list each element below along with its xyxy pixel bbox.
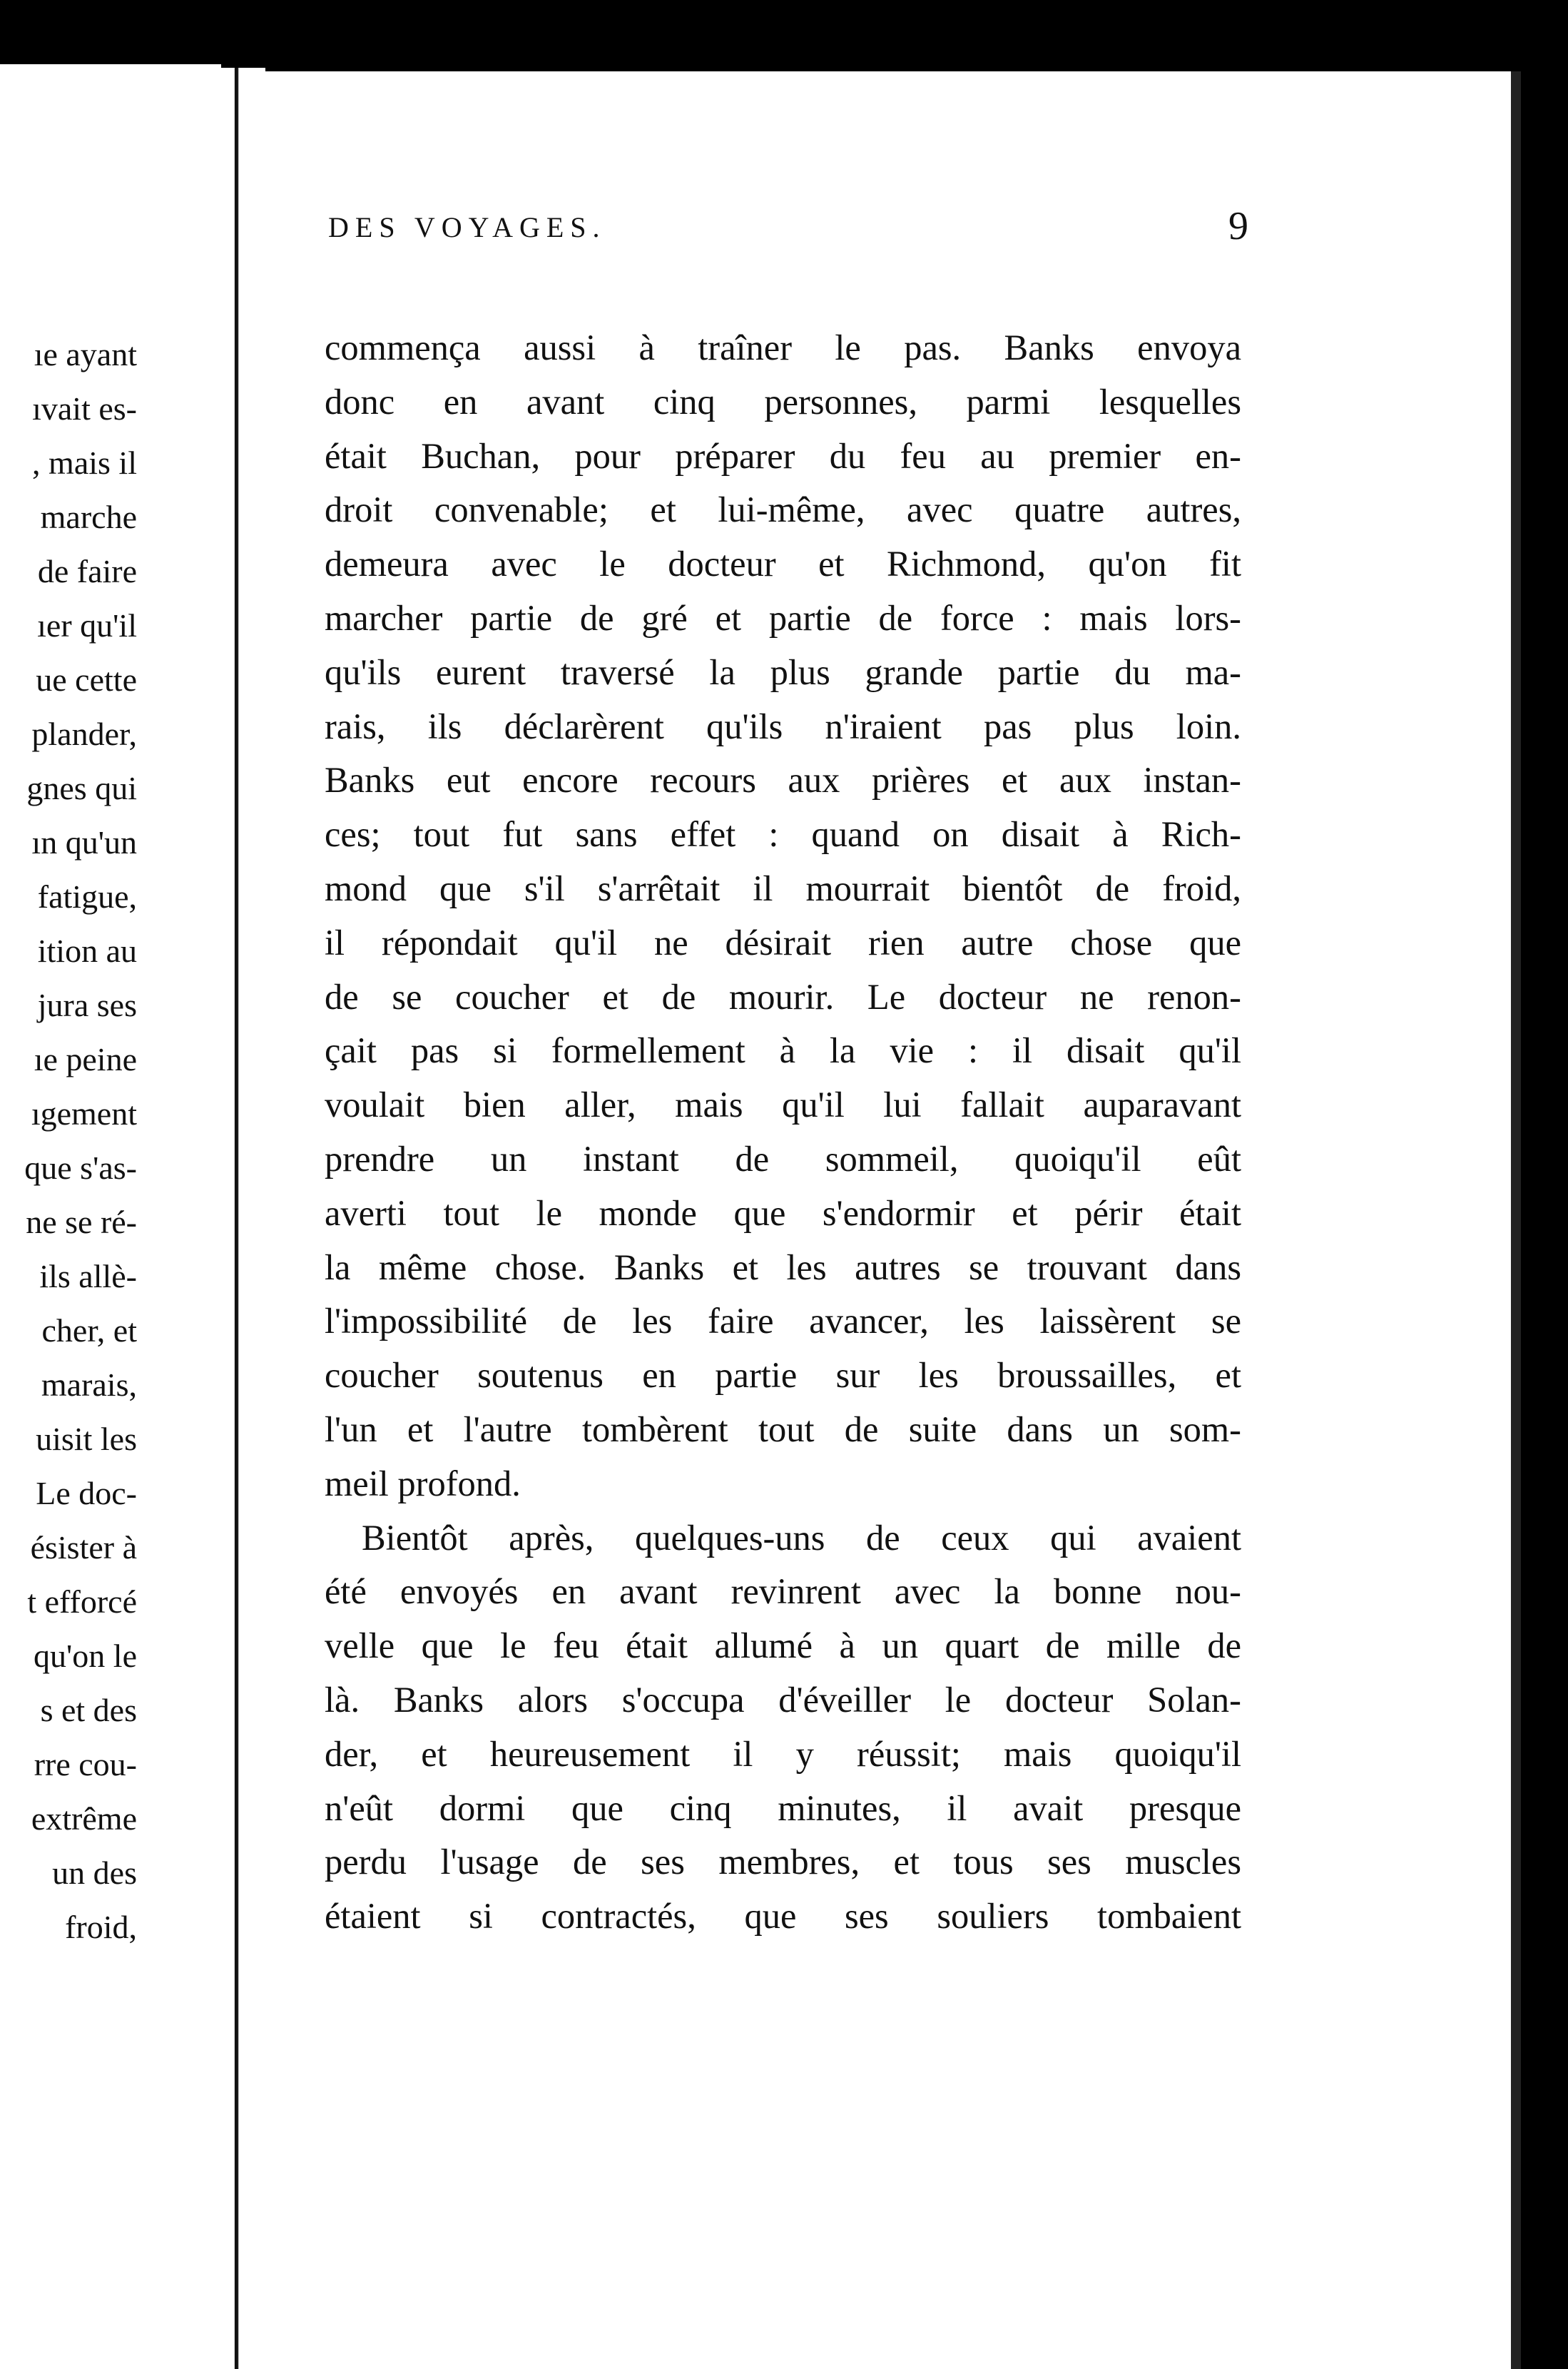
text-line: là. Banks alors s'occupa d'éveiller le docteur Solan- xyxy=(325,1679,1241,1720)
text-line: çait pas si formellement à la vie : il disait qu'il xyxy=(325,1030,1241,1071)
left-page-fragment xyxy=(0,64,221,2369)
left-text-line: qu'on le xyxy=(34,1638,137,1674)
left-text-line: uisit les xyxy=(36,1421,137,1457)
text-line: n'eût dormi que cinq minutes, il avait presque xyxy=(325,1787,1241,1828)
text-line: ces; tout fut sans effet : quand on disait à Rich- xyxy=(325,814,1241,855)
left-text-line: Le doc- xyxy=(36,1475,137,1511)
text-line: demeura avec le docteur et Richmond, qu'on fit xyxy=(325,544,1241,584)
left-text-line: ue cette xyxy=(36,661,137,698)
left-text-line: s et des xyxy=(40,1692,137,1728)
text-line: été envoyés en avant revinrent avec la bonne nou- xyxy=(325,1571,1241,1612)
left-text-line: que s'as- xyxy=(24,1150,137,1186)
text-line: voulait bien aller, mais qu'il lui fallait auparavant xyxy=(325,1085,1241,1125)
left-text-line: un des xyxy=(52,1855,137,1891)
left-text-line: plander, xyxy=(31,716,137,752)
text-line: der, et heureusement il y réussit; mais quoiqu'il xyxy=(325,1733,1241,1774)
left-text-line: , mais il xyxy=(32,445,137,481)
running-head: DES VOYAGES. xyxy=(328,211,606,243)
left-text-line: marais, xyxy=(41,1366,137,1403)
text-line: Banks eut encore recours aux prières et aux instan- xyxy=(325,760,1241,801)
page-number: 9 xyxy=(1228,204,1248,248)
text-line: averti tout le monde que s'endormir et périr était xyxy=(325,1192,1241,1233)
body-text xyxy=(325,321,1241,1944)
left-text-line: fatigue, xyxy=(37,878,137,915)
left-text-line: ils allè- xyxy=(39,1258,137,1294)
text-line: étaient si contractés, que ses souliers tombaient xyxy=(325,1896,1241,1937)
left-text-line: ıer qu'il xyxy=(37,607,137,644)
text-line: rais, ils déclarèrent qu'ils n'iraient pas plus loin. xyxy=(325,706,1241,746)
left-text-line: de faire xyxy=(37,553,137,589)
left-text-line: cher, et xyxy=(41,1312,137,1349)
left-text-line: marche xyxy=(40,499,137,535)
left-text-line: froid, xyxy=(65,1909,137,1945)
text-line: prendre un instant de sommeil, quoiqu'il eût xyxy=(325,1138,1241,1179)
text-line: commença aussi à traîner le pas. Banks envoya xyxy=(325,328,1241,367)
left-text-line: t efforcé xyxy=(27,1583,137,1620)
text-line: velle que le feu était allumé à un quart de mille de xyxy=(325,1625,1241,1666)
text-line: la même chose. Banks et les autres se trouvant dans xyxy=(325,1247,1241,1287)
text-line: marcher partie de gré et partie de force : mais lors- xyxy=(325,597,1241,638)
left-text-line: ition au xyxy=(37,933,137,969)
text-line: coucher soutenus en partie sur les broussailles, et xyxy=(325,1355,1241,1396)
left-text-line: rre cou- xyxy=(34,1746,137,1782)
left-text-line: ıvait es- xyxy=(32,390,137,427)
left-text-line: extrême xyxy=(31,1800,137,1837)
text-line: qu'ils eurent traversé la plus grande partie du ma- xyxy=(325,651,1241,692)
left-text-line: jura ses xyxy=(37,987,137,1023)
text-line: perdu l'usage de ses membres, et tous ses muscles xyxy=(325,1842,1241,1882)
text-line: donc en avant cinq personnes, parmi lesquelles xyxy=(325,381,1241,422)
left-text-line: gnes qui xyxy=(26,770,137,806)
text-line: meil profond. xyxy=(325,1463,521,1503)
left-text-line: ésister à xyxy=(30,1529,137,1566)
text-line: était Buchan, pour préparer du feu au premier en- xyxy=(325,435,1241,476)
text-line: l'un et l'autre tombèrent tout de suite dans un som- xyxy=(325,1409,1241,1449)
text-line: Bientôt après, quelques-uns de ceux qui avaient xyxy=(362,1517,1241,1558)
book-gutter xyxy=(221,68,265,2369)
text-line: droit convenable; et lui-même, avec quatre autres, xyxy=(325,489,1241,530)
page-header xyxy=(328,203,1248,268)
text-line: il répondait qu'il ne désirait rien autre chose que xyxy=(325,922,1241,963)
text-line: l'impossibilité de les faire avancer, les laissèrent se xyxy=(325,1301,1241,1341)
left-text-line: ne se ré- xyxy=(26,1204,137,1240)
text-line: mond que s'il s'arrêtait il mourrait bientôt de froid, xyxy=(325,868,1241,908)
text-line: de se coucher et de mourir. Le docteur ne renon- xyxy=(325,976,1241,1017)
left-text-line: ıe peine xyxy=(34,1041,137,1077)
left-text-line: ıe ayant xyxy=(34,336,137,372)
left-text-line: ın qu'un xyxy=(31,824,137,861)
left-text-line: ıgement xyxy=(31,1095,137,1132)
page-edge-shadow xyxy=(1511,71,1521,2369)
